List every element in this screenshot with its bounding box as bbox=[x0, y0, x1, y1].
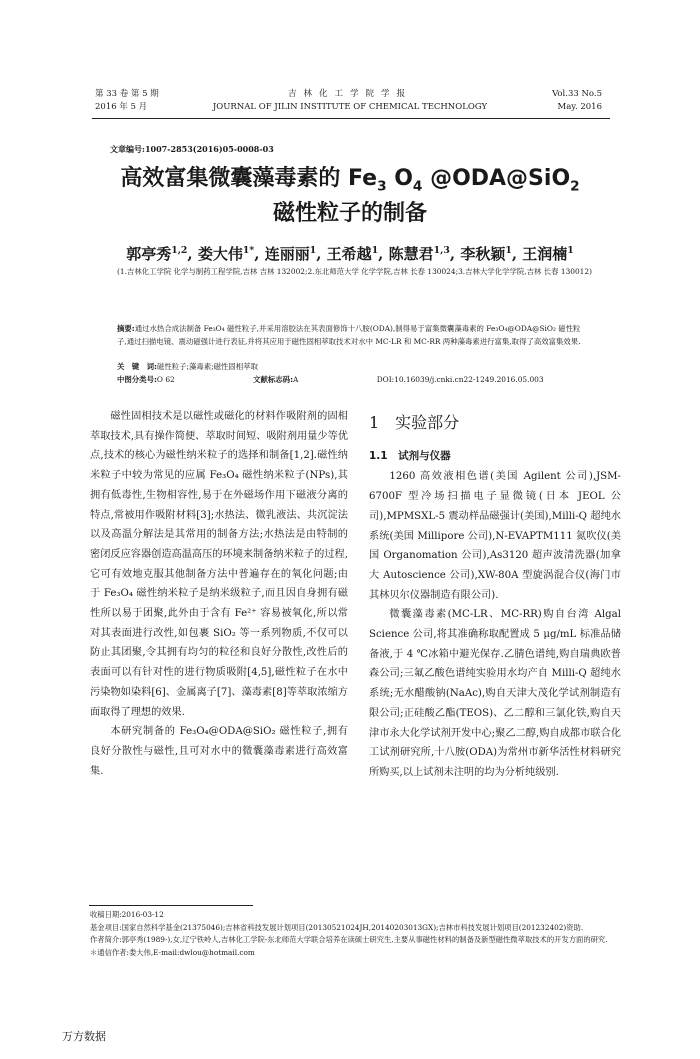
body-right-column bbox=[369, 407, 621, 783]
subsection-heading: 1.1 试剂与仪器 bbox=[369, 449, 451, 462]
title-sub-2: 2 bbox=[570, 178, 580, 195]
title-sub-4: 4 bbox=[412, 178, 423, 195]
abstract-label: 摘要: bbox=[117, 324, 135, 333]
title-text-a: 高效富集微囊藻毒素的 Fe bbox=[120, 166, 378, 191]
classification-line bbox=[117, 374, 597, 385]
keywords-label: 关 键 词: bbox=[117, 362, 157, 371]
volume-issue-en: Vol.33 No.5 bbox=[552, 89, 602, 99]
funding: 基金项目:国家自然科学基金(21375046);吉林省科技发展计划项目(20130521024JH,20140203013GX);吉林市科技发展计划项目(201232402)资助. bbox=[90, 922, 584, 932]
journal-issue-info-en bbox=[552, 88, 602, 114]
title-text-b: @ODA@SiO bbox=[422, 166, 571, 191]
keywords bbox=[117, 361, 258, 372]
received-date: 收稿日期:2016-03-12 bbox=[90, 910, 164, 919]
issue-date-en: May. 2016 bbox=[557, 102, 602, 112]
author: 王希越$^1$, bbox=[326, 245, 384, 263]
volume-issue: 第 33 卷 第 5 期 bbox=[95, 89, 159, 99]
footnotes bbox=[90, 909, 620, 959]
author: 王润楠$^1$ bbox=[522, 245, 574, 263]
corresponding-author: ＊通信作者:娄大伟,E-mail:dwlou@hotmail.com bbox=[90, 947, 255, 957]
watermark: 万方数据 bbox=[62, 1030, 106, 1043]
reagents-paragraph: 微囊藻毒素(MC-LR、MC-RR)购自台湾 Algal Science 公司,将其准确称取配置成 5 μg/mL 标准品储备液,于 4 ℃冰箱中避光保存.乙腈色谱纯,购自瑞典欧普森公司;三氟乙酸色谱纯实验用水均产自 Milli-Q 超纯水系统;无水醋酸钠(NaAc),购自天津大茂化学试剂制造有限公司;正硅酸乙酯(TEOS)、乙二醇和三氯化铁,购自天津市永大化学试剂开发中心;聚乙二醇,购自成都市联合化工试剂研究所,十八胺(ODA)为常州市新华活性材料研究所购买,以上试剂未注明的均为分析纯级别. bbox=[369, 609, 621, 778]
clc-code: 中图分类号:O 62 bbox=[117, 375, 175, 384]
journal-name-en: JOURNAL OF JILIN INSTITUTE OF CHEMICAL TECHNOLOGY bbox=[212, 102, 488, 112]
keywords-text: 磁性粒子;藻毒素;磁性固相萃取 bbox=[156, 362, 258, 371]
author: 陈慧君$^{1,3}$, bbox=[388, 245, 456, 263]
document-code: 文献标志码:A bbox=[253, 375, 299, 384]
author: 郭亭秀$^{1,2}$, bbox=[126, 245, 193, 263]
doi[interactable]: DOI:10.16039/j.cnki.cn22-1249.2016.05.003 bbox=[376, 375, 544, 384]
paper-title-line1 bbox=[0, 163, 700, 195]
journal-name-cn: 吉林化工学院学报 bbox=[287, 89, 412, 99]
title-text-o: O bbox=[386, 166, 413, 191]
title-sub-3: 3 bbox=[377, 178, 387, 195]
author-list bbox=[0, 243, 700, 264]
paper-title-line2: 磁性粒子的制备 bbox=[272, 201, 427, 226]
author: 连丽丽$^1$, bbox=[264, 245, 322, 263]
section-heading: 1 实验部分 bbox=[369, 413, 460, 432]
body-left-column bbox=[90, 407, 348, 781]
author: 李秋颖$^1$, bbox=[460, 245, 518, 263]
article-number: 文章编号:1007-2853(2016)05-0008-03 bbox=[110, 144, 274, 154]
author: 娄大伟$^{1*}$, bbox=[197, 245, 260, 263]
abstract-text: 通过水热合成法制备 Fe₃O₄ 磁性粒子,并采用溶胶法在其表面修饰十八胺(ODA),制得易于富集微囊藻毒素的 Fe₃O₄@ODA@SiO₂ 磁性粒子,通过扫描电镜、震动磁强计进行表征,并将其应用于磁性固相萃取技术对水中 MC-LR 和 MC-RR 两种藻毒素进行富集,取得了高效富集效果. bbox=[117, 324, 581, 346]
header-rule bbox=[92, 118, 610, 119]
footnote-rule bbox=[89, 905, 253, 906]
issue-date: 2016 年 5 月 bbox=[95, 102, 148, 112]
intro-paragraph-2: 本研究制备的 Fe₃O₄@ODA@SiO₂ 磁性粒子,拥有良好分散性与磁性,且可对水中的微囊藻毒素进行高效富集. bbox=[90, 726, 348, 777]
instruments-paragraph: 1260 高效液相色谱(美国 Agilent 公司),JSM-6700F 型冷场扫描电子显微镜(日本 JEOL 公司),MPMSXL-5 震动样品磁强计(美国),Milli-Q 超纯水系统(美国 Millipore 公司),N-EVAPTM111 氮吹仪(美国 Organomation 公司),As3120 超声波清洗器(加拿大 Autoscience 公司),XW-80A 型旋涡混合仪(海门市其林贝尔仪器制造有限公司). bbox=[369, 471, 621, 601]
affiliations: (1.吉林化工学院 化学与制药工程学院,吉林 吉林 132002;2.东北师范大学 化学学院,吉林 长春 130024;3.吉林大学化学学院,吉林 长春 130012) bbox=[117, 267, 592, 276]
abstract bbox=[117, 322, 590, 348]
author-bio: 作者简介:郭亭秀(1989-),女,辽宁铁岭人,吉林化工学院-东北师范大学联合培养在读硕士研究生,主要从事磁性材料的制备及新型磁性微萃取技术的开发方面的研究. bbox=[90, 935, 608, 944]
intro-paragraph: 磁性固相技术是以磁性或磁化的材料作吸附剂的固相萃取技术,具有操作简便、萃取时间短、吸附剂用量少等优点,技术的核心为磁性纳米粒子的选择和制备[1,2].磁性纳米粒子中较为常见的应属 Fe₃O₄ 磁性纳米粒子(NPs),其拥有低毒性,生物相容性,易于在外磁场作用下磁液分离的特点,常被用作吸附材料[3];水热法、微乳液法、共沉淀法以及高温分解法是其常用的制备方法;水热法是由特制的密闭反应容器创造高温高压的环境来制备纳米粒子的过程,它可有效地克服其他制备方法中普遍存在的氧化问题;由于 Fe₃O₄ 磁性纳米粒子是纳米级粒子,而且因自身拥有磁性所以易于团聚,此外由于含有 Fe²⁺ 容易被氧化,所以常对其表面进行改性,如包裹 SiO₂ 等一系列物质,不仅可以防止其团聚,令其拥有均匀的粒径和良好分散性,改性后的表面可以有针对性的进行物质吸附[4,5],磁性粒子在水中污染物如染料[6]、金属离子[7]、藻毒素[8]等萃取浓缩方面取得了理想的效果. bbox=[90, 411, 348, 718]
